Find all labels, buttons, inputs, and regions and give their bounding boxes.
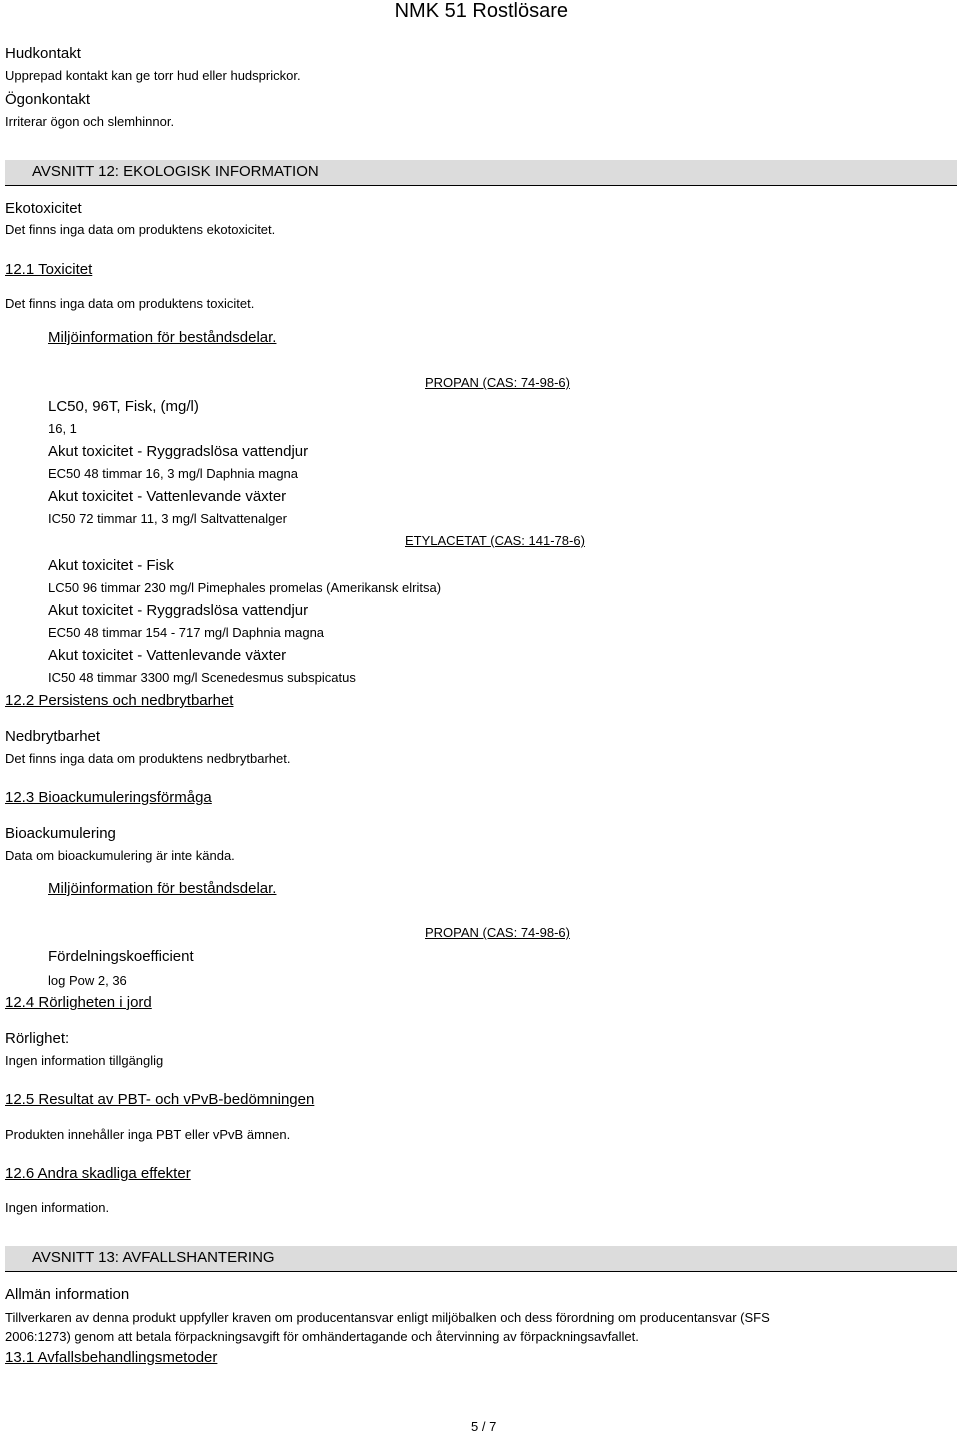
section-12-title: AVSNITT 12: EKOLOGISK INFORMATION: [32, 163, 319, 180]
bioaccumulation-subheading: Bioackumulering: [5, 825, 116, 842]
persistence-heading: 12.2 Persistens och nedbrytbarhet: [5, 692, 234, 709]
eye-contact-text: Irriterar ögon och slemhinnor.: [5, 114, 175, 129]
ecotox-heading: Ekotoxicitet: [5, 200, 82, 217]
etyl-invert-heading: Akut toxicitet - Ryggradslösa vattendjur: [48, 602, 309, 619]
page-number: 5 / 7: [471, 1419, 497, 1434]
propan-invert-value: EC50 48 timmar 16, 3 mg/l Daphnia magna: [48, 466, 299, 481]
general-info-text-line1: Tillverkaren av denna produkt uppfyller kraven om producentansvar enligt miljöbalken och dess förordning om producentansvar (SFS: [5, 1310, 770, 1325]
propan-lc50-heading: LC50, 96T, Fisk, (mg/l): [48, 398, 199, 415]
etyl-plant-heading: Akut toxicitet - Vattenlevande växter: [48, 647, 287, 664]
etyl-fish-heading: Akut toxicitet - Fisk: [48, 557, 174, 574]
etyl-invert-value: EC50 48 timmar 154 - 717 mg/l Daphnia magna: [48, 625, 325, 640]
toxicity-text: Det finns inga data om produktens toxicitet.: [5, 296, 255, 311]
other-effects-heading: 12.6 Andra skadliga effekter: [5, 1165, 191, 1182]
bioaccumulation-text: Data om bioackumulering är inte kända.: [5, 848, 235, 863]
eye-contact-heading: Ögonkontakt: [5, 91, 91, 108]
propan-substance-2: PROPAN (CAS: 74-98-6): [425, 925, 570, 940]
degradability-heading: Nedbrytbarhet: [5, 728, 101, 745]
mobility-text: Ingen information tillgänglig: [5, 1053, 164, 1068]
etylacetat-substance: ETYLACETAT (CAS: 141-78-6): [405, 533, 585, 548]
skin-contact-heading: Hudkontakt: [5, 45, 81, 62]
toxicity-heading: 12.1 Toxicitet: [5, 261, 93, 278]
section-12-band: [5, 160, 957, 186]
other-effects-text: Ingen information.: [5, 1200, 110, 1215]
soil-mobility-heading: 12.4 Rörligheten i jord: [5, 994, 152, 1011]
etyl-fish-value: LC50 96 timmar 230 mg/l Pimephales promelas (Amerikansk elritsa): [48, 580, 442, 595]
propan-invert-heading: Akut toxicitet - Ryggradslösa vattendjur: [48, 443, 309, 460]
bioaccumulation-heading: 12.3 Bioackumuleringsförmåga: [5, 789, 212, 806]
general-info-heading: Allmän information: [5, 1286, 130, 1303]
pbt-heading: 12.5 Resultat av PBT- och vPvB-bedömningen: [5, 1091, 315, 1108]
general-info-text-line2: 2006:1273) genom att betala förpackningsavgift för omhändertagande och återvinning av förpackningsavfallet.: [5, 1329, 639, 1344]
propan-substance: PROPAN (CAS: 74-98-6): [425, 375, 570, 390]
waste-methods-heading: 13.1 Avfallsbehandlingsmetoder: [5, 1349, 218, 1366]
ecotox-text: Det finns inga data om produktens ekotoxicitet.: [5, 222, 276, 237]
document-title: NMK 51 Rostlösare: [394, 0, 568, 22]
env-info-heading-2: Miljöinformation för beståndsdelar.: [48, 880, 277, 897]
etyl-plant-value: IC50 48 timmar 3300 mg/l Scenedesmus subspicatus: [48, 670, 356, 685]
partition-coef-heading: Fördelningskoefficient: [48, 948, 194, 965]
propan-plant-value: IC50 72 timmar 11, 3 mg/l Saltvattenalger: [48, 511, 287, 526]
skin-contact-text: Upprepad kontakt kan ge torr hud eller hudsprickor.: [5, 68, 301, 83]
propan-lc50-value: 16, 1: [48, 421, 77, 436]
propan-plant-heading: Akut toxicitet - Vattenlevande växter: [48, 488, 287, 505]
section-13-band: [5, 1246, 957, 1272]
degradability-text: Det finns inga data om produktens nedbrytbarhet.: [5, 751, 291, 766]
pbt-text: Produkten innehåller inga PBT eller vPvB ämnen.: [5, 1127, 291, 1142]
env-info-heading: Miljöinformation för beståndsdelar.: [48, 329, 277, 346]
partition-coef-value: log Pow 2, 36: [48, 973, 127, 988]
mobility-subheading: Rörlighet:: [5, 1030, 70, 1047]
section-13-title: AVSNITT 13: AVFALLSHANTERING: [32, 1249, 275, 1266]
